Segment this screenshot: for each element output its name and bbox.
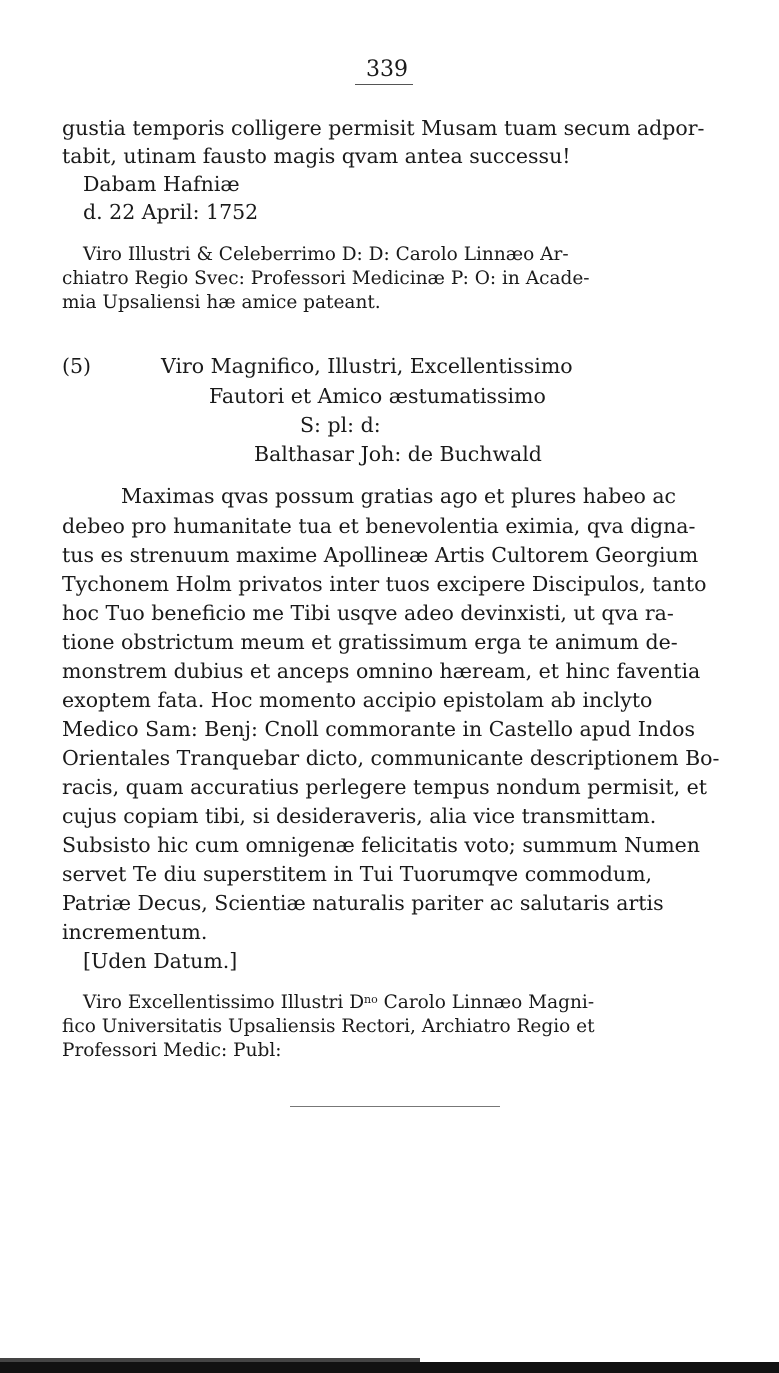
- body-line-14: servet Te diu superstitem in Tui Tuorumqve commodum,: [62, 862, 653, 886]
- sender-name: Balthasar Joh: de Buchwald: [254, 442, 542, 466]
- body-line-12: cujus copiam tibi, si desideraveris, alia vice transmittam.: [62, 804, 657, 828]
- salutation-line-3: S: pl: d:: [300, 413, 381, 437]
- salutation-line-2: Fautori et Amico æstumatissimo: [209, 384, 546, 408]
- body-line-3: tus es strenuum maxime Apollineæ Artis Cultorem Georgium: [62, 543, 699, 567]
- scan-edge: [0, 1362, 779, 1373]
- closing-date: d. 22 April: 1752: [83, 200, 259, 224]
- body-line-5: hoc Tuo beneficio me Tibi usqve adeo devinxisti, ut qva ra-: [62, 601, 674, 625]
- body-line-9: Medico Sam: Benj: Cnoll commorante in Castello apud Indos: [62, 717, 695, 741]
- body-line-7: monstrem dubius et anceps omnino hæream, et hinc faventia: [62, 659, 701, 683]
- address2-line-1: [83, 991, 594, 1014]
- body-line-13: Subsisto hic cum omnigenæ felicitatis voto; summum Numen: [62, 833, 701, 857]
- body-line-1: Maximas qvas possum gratias ago et plures habeo ac: [121, 484, 677, 508]
- date-note: [Uden Datum.]: [83, 949, 238, 973]
- address1-line-3: mia Upsaliensi hæ amice pateant.: [62, 292, 381, 313]
- body-line-6: tione obstrictum meum et gratissimum erga te animum de-: [62, 630, 678, 654]
- body-line-4: Tychonem Holm privatos inter tuos excipere Discipulos, tanto: [62, 572, 707, 596]
- address2-line-1-a: Viro Excellentissimo Illustri D: [83, 992, 365, 1013]
- body-line-15: Patriæ Decus, Scientiæ naturalis pariter ac salutaris artis: [62, 891, 664, 915]
- para1-line-1: gustia temporis colligere permisit Musam tuam secum adpor-: [62, 116, 705, 140]
- closing-place: Dabam Hafniæ: [83, 172, 240, 196]
- salutation-line-1: Viro Magnifico, Illustri, Excellentissimo: [161, 354, 573, 378]
- address2-line-2: fico Universitatis Upsaliensis Rectori, Archiatro Regio et: [62, 1016, 595, 1037]
- address2-line-1-b: Carolo Linnæo Magni-: [377, 992, 595, 1013]
- body-line-2: debeo pro humanitate tua et benevolentia eximia, qva digna-: [62, 514, 696, 538]
- body-line-8: exoptem fata. Hoc momento accipio epistolam ab inclyto: [62, 688, 653, 712]
- body-line-11: racis, quam accuratius perlegere tempus nondum permisit, et: [62, 775, 707, 799]
- address1-line-2: chiatro Regio Svec: Professori Medicinæ P: O: in Acade-: [62, 268, 590, 289]
- body-line-10: Orientales Tranquebar dicto, communicante descriptionem Bo-: [62, 746, 720, 770]
- para1-line-2: tabit, utinam fausto magis qvam antea successu!: [62, 144, 571, 168]
- address2-line-3: Professori Medic: Publ:: [62, 1040, 282, 1061]
- address2-superscript: no: [364, 993, 378, 1006]
- page-number: 339: [366, 57, 408, 82]
- address1-line-1: Viro Illustri & Celeberrimo D: D: Carolo Linnæo Ar-: [83, 244, 569, 265]
- letter-number: (5): [62, 354, 92, 378]
- body-line-16: incrementum.: [62, 920, 208, 944]
- end-rule: [290, 1106, 500, 1107]
- page-number-rule: [355, 84, 413, 85]
